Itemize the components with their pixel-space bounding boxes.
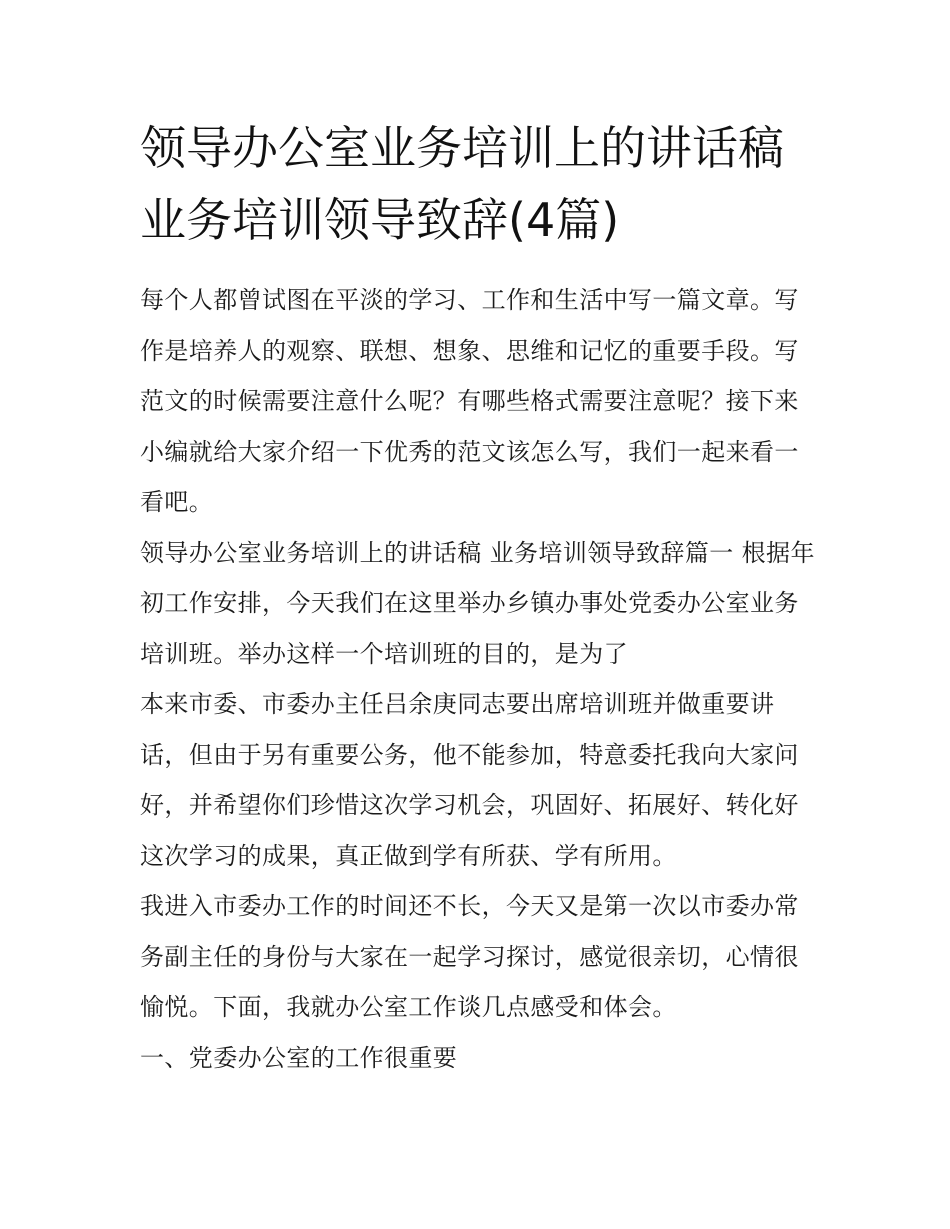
paragraph-greeting: 本来市委、市委办主任吕余庚同志要出席培训班并做重要讲话，但由于另有重要公务，他不能参加，特意委托我向大家问好，并希望你们珍惜这次学习机会，巩固好、拓展好、转化好这次学习的成果，真正做到学有所获、学有所用。 xyxy=(140,690,799,870)
section-heading-1: 一、党委办公室的工作很重要 xyxy=(140,1043,458,1072)
document-body xyxy=(140,275,820,1083)
paragraph-intro: 每个人都曾试图在平淡的学习、工作和生活中写一篇文章。写作是培养人的观察、联想、想象、思维和记忆的重要手段。写范文的时候需要注意什么呢？有哪些格式需要注意呢？接下来小编就给大家介绍一下优秀的范文该怎么写，我们一起来看一看吧。 xyxy=(140,286,799,516)
paragraph-introduction-self: 我进入市委办工作的时间还不长，今天又是第一次以市委办常务副主任的身份与大家在一起学习探讨，感觉很亲切，心情很愉悦。下面，我就办公室工作谈几点感受和体会。 xyxy=(140,892,799,1021)
document-title: 领导办公室业务培训上的讲话稿 业务培训领导致辞(4篇) xyxy=(140,121,784,247)
paragraph-speech-opening: 领导办公室业务培训上的讲话稿 业务培训领导致辞篇一 根据年初工作安排，今天我们在这里举办乡镇办事处党委办公室业务培训班。举办这样一个培训班的目的，是为了 xyxy=(140,538,815,668)
